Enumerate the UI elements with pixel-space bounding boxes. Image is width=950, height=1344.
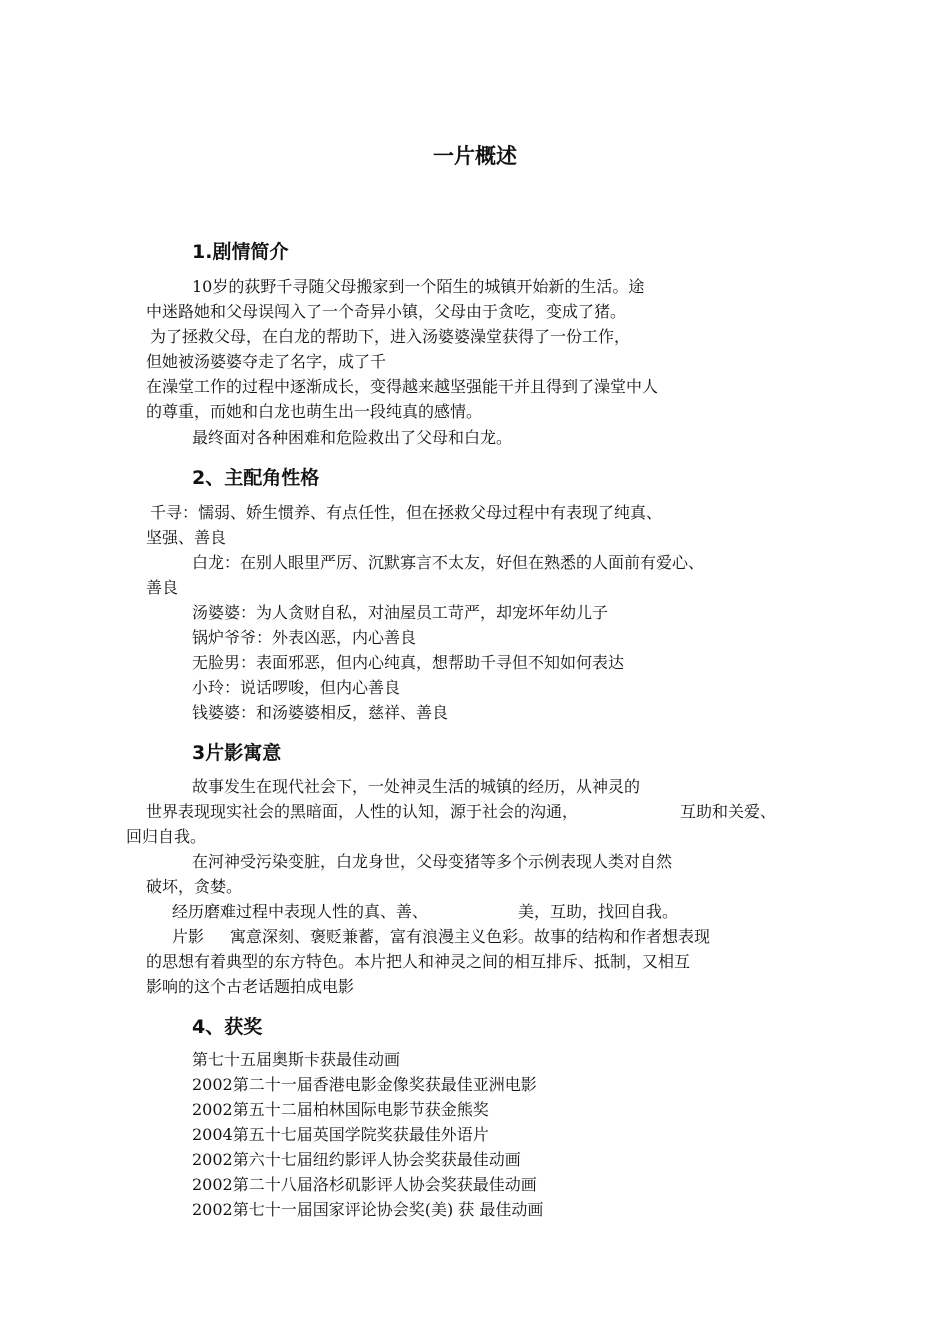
section-heading-awards: 4、获奖 [192, 1016, 263, 1038]
award-line: 2002第二十八届洛杉矶影评人协会奖获最佳动画 [192, 1175, 537, 1194]
paragraph-line: 在河神受污染变脏，白龙身世，父母变猪等多个示例表现人类对自然 [192, 852, 673, 871]
section-heading-plot: 1.剧情简介 [192, 241, 289, 263]
paragraph-line: 影响的这个古老话题拍成电影 [146, 977, 355, 996]
paragraph-line: 但她被汤婆婆夺走了名字，成了千 [146, 352, 387, 371]
paragraph-line: 锅炉爷爷：外表凶恶，内心善良 [192, 628, 417, 647]
award-line: 2002第六十七届纽约影评人协会奖获最佳动画 [192, 1150, 521, 1169]
award-line: 第七十五届奥斯卡获最佳动画 [192, 1050, 401, 1069]
paragraph-line: 在澡堂工作的过程中逐渐成长，变得越来越坚强能干并且得到了澡堂中人 [146, 377, 659, 396]
paragraph-line: 钱婆婆：和汤婆婆相反，慈祥、善良 [192, 703, 449, 722]
paragraph-line: 寓意深刻、褒贬兼蓄，富有浪漫主义色彩。故事的结构和作者想表现 [230, 927, 711, 946]
section-heading-meaning: 3片影寓意 [192, 742, 282, 764]
paragraph-line: 中迷路她和父母误闯入了一个奇异小镇，父母由于贪吃，变成了猪。 [146, 302, 627, 321]
paragraph-line: 千寻：懦弱、娇生惯养、有点任性，但在拯救父母过程中有表现了纯真、 [150, 503, 663, 522]
paragraph-line: 故事发生在现代社会下，一处神灵生活的城镇的经历，从神灵的 [192, 777, 641, 796]
paragraph-line: 的尊重，而她和白龙也萌生出一段纯真的感情。 [146, 402, 483, 421]
paragraph-line: 破坏，贪婪。 [146, 877, 243, 896]
paragraph-line: 汤婆婆：为人贪财自私，对油屋员工苛严，却宠坏年幼儿子 [192, 603, 609, 622]
paragraph-line: 善良 [146, 578, 179, 597]
paragraph-line: 经历磨难过程中表现人性的真、善、 [172, 902, 429, 921]
paragraph-line: 10岁的荻野千寻随父母搬家到一个陌生的城镇开始新的生活。途 [192, 277, 645, 296]
paragraph-line: 小玲：说话啰唆，但内心善良 [192, 678, 401, 697]
paragraph-line: 美，互助，找回自我。 [518, 902, 679, 921]
paragraph-line: 回归自我。 [126, 827, 207, 846]
award-line: 2002第七十一届国家评论协会奖(美) 获 最佳动画 [192, 1200, 544, 1219]
paragraph-line: 世界表现现实社会的黑暗面，人性的认知，源于社会的沟通， [146, 802, 579, 821]
award-line: 2004第五十七届英国学院奖获最佳外语片 [192, 1125, 489, 1144]
paragraph-line: 的思想有着典型的东方特色。本片把人和神灵之间的相互排斥、抵制，又相互 [146, 952, 691, 971]
award-line: 2002第二十一届香港电影金像奖获最佳亚洲电影 [192, 1075, 537, 1094]
paragraph-line: 为了拯救父母，在白龙的帮助下，进入汤婆婆澡堂获得了一份工作， [150, 327, 631, 346]
award-line: 2002第五十二届柏林国际电影节获金熊奖 [192, 1100, 489, 1119]
paragraph-line: 无脸男：表面邪恶，但内心纯真，想帮助千寻但不知如何表达 [192, 653, 625, 672]
section-heading-characters: 2、主配角性格 [192, 467, 320, 489]
paragraph-line: 坚强、善良 [146, 528, 227, 547]
paragraph-line: 片影 [172, 927, 205, 946]
paragraph-line: 白龙：在别人眼里严厉、沉默寡言不太友，好但在熟悉的人面前有爱心、 [192, 553, 705, 572]
page-title: 一片概述 [433, 144, 517, 168]
paragraph-line: 互助和关爱、 [680, 802, 777, 821]
paragraph-line: 最终面对各种困难和危险救出了父母和白龙。 [192, 428, 513, 447]
